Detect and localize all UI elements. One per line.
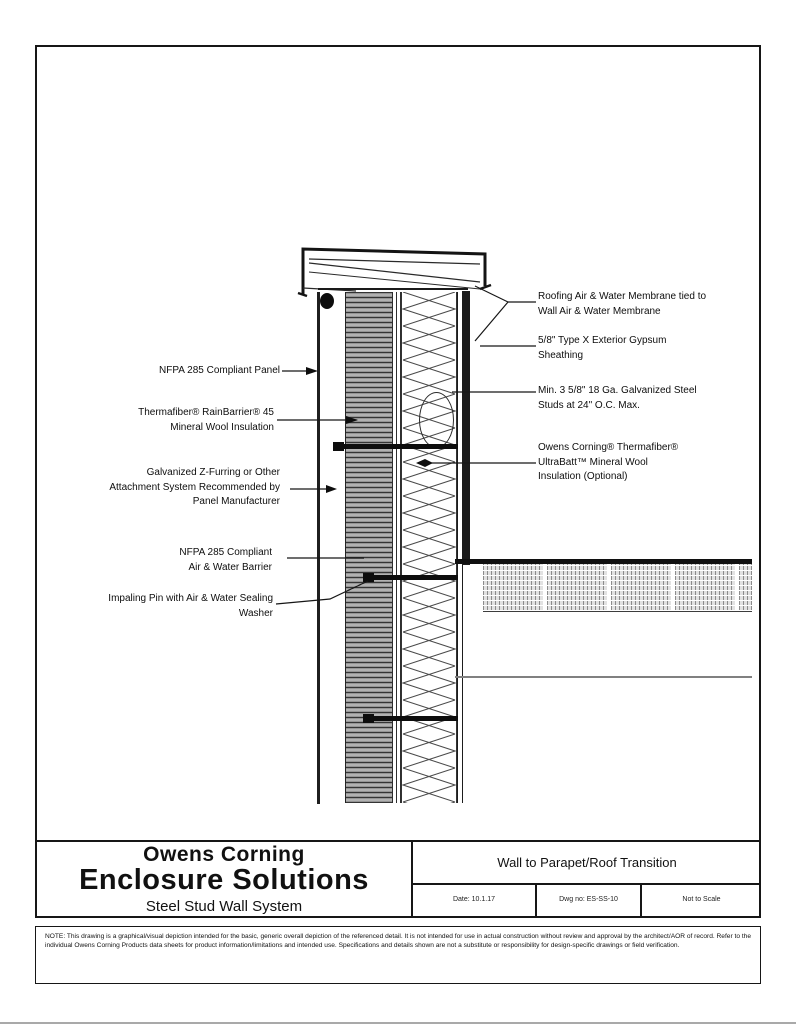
sealant-blob [320,293,334,309]
left-leader-lines [276,371,368,604]
label-line: NFPA 285 Compliant [179,547,272,558]
page-bottom-edge [0,1022,796,1024]
scale-field: Not to Scale [682,896,721,903]
label-ultrabatt-insulation [538,441,678,485]
brand-name: Enclosure Solutions [79,864,369,896]
label-steel-studs [538,384,697,413]
system-name: Steel Stud Wall System [145,898,303,915]
label-line: Min. 3 5/8" 18 Ga. Galvanized Steel [538,385,697,396]
label-line: Attachment System Recommended by [109,481,280,493]
company-name: Owens Corning [143,843,305,866]
drawing-number-field: Dwg no: ES-SS-10 [559,896,618,903]
label-line: 5/8" Type X Exterior Gypsum [538,335,667,346]
label-line: Panel Manufacturer [192,496,280,507]
label-rainbarrier-insulation [138,406,274,435]
label-roofing-membrane [538,290,706,319]
label-line: Thermafiber® RainBarrier® 45 [138,407,274,418]
z-furring-fasteners [333,442,458,723]
label-line: Mineral Wool Insulation [170,421,274,433]
label-line: Washer [238,607,273,619]
disclaimer-note: NOTE: This drawing is a graphical/visual depiction intended for the basic, generic overall depiction of the referenced detail. It is not intended for use in actual construction without review and approval by the architect/AOR of record. Refer to the individual Owens Corning Products data sheets for product information/limitations and intended use. Specifications and details shown are not a substitute or responsibility for design-specific drawings or field verification. [35,926,761,984]
label-line: Owens Corning® Thermafiber® [538,442,679,453]
label-line: Insulation (Optional) [538,471,628,482]
title-block-horizontal-divider [411,883,761,885]
label-nfpa-compliant-panel [159,364,280,379]
label-line: Air & Water Barrier [188,561,272,573]
label-line: Sheathing [538,349,584,361]
label-air-water-barrier [179,546,272,575]
ultrabatt-leader-arrow [416,459,433,467]
left-leader-arrowheads [306,367,358,493]
label-line: Galvanized Z-Furring or Other [146,467,280,478]
date-field: Date: 10.1.17 [452,896,496,903]
drawing-title: Wall to Parapet/Roof Transition [497,855,677,870]
label-line: NFPA 285 Compliant Panel [159,365,280,376]
label-gypsum-sheathing [538,334,666,363]
label-line: Wall Air & Water Membrane [538,305,661,317]
label-line: UltraBatt™ Mineral Wool [538,456,648,468]
label-z-furring [109,466,280,510]
label-impaling-pin [108,592,273,621]
label-line: Roofing Air & Water Membrane tied to [538,291,707,302]
title-block-vertical-divider [411,840,413,918]
right-leader-lines [426,286,536,463]
label-line: Impaling Pin with Air & Water Sealing [108,593,273,604]
label-line: Studs at 24" O.C. Max. [538,399,640,411]
title-block-top-rule [35,840,761,842]
